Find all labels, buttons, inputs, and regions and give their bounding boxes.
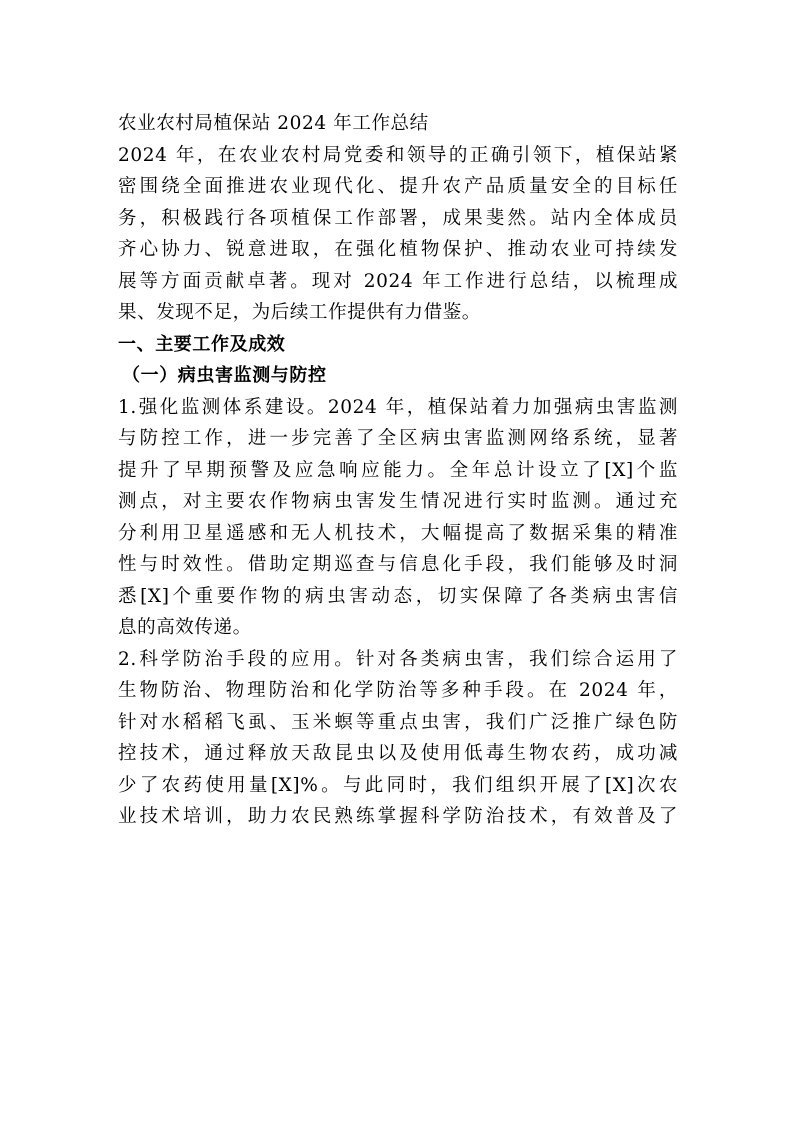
paragraph-line: 2.科学防治手段的应用。针对各类病虫害，我们综合运用了 — [118, 648, 678, 670]
paragraph-line: 少了农药使用量[X]%。与此同时，我们组织开展了[X]次农 — [118, 774, 678, 796]
intro-line: 果、发现不足，为后续工作提供有力借鉴。 — [118, 302, 481, 323]
intro-line: 展等方面贡献卓著。现对 2024 年工作进行总结，以梳理成 — [118, 270, 678, 292]
intro-line: 2024 年，在农业农村局党委和领导的正确引领下，植保站紧 — [118, 144, 678, 166]
section-heading: 一、主要工作及成效 — [118, 333, 286, 355]
paragraph-line: 息的高效传递。 — [118, 617, 252, 638]
paragraph-line: 性与时效性。借助定期巡查与信息化手段，我们能够及时洞 — [118, 554, 678, 575]
intro-line: 密围绕全面推进农业现代化、提升农产品质量安全的目标任 — [118, 176, 678, 197]
intro-line: 齐心协力、锐意进取，在强化植物保护、推动农业可持续发 — [118, 239, 678, 260]
document-body — [118, 108, 678, 833]
intro-paragraph — [118, 140, 678, 329]
subsection-heading: （一）病虫害监测与防控 — [122, 365, 327, 386]
paragraph-line: 分利用卫星遥感和无人机技术，大幅提高了数据采集的精准 — [118, 522, 678, 544]
paragraph-line: 提升了早期预警及应急响应能力。全年总计设立了[X]个监 — [118, 459, 678, 481]
paragraph-line: 业技术培训，助力农民熟练掌握科学防治技术，有效普及了 — [118, 806, 678, 827]
paragraph-line: 针对水稻稻飞虱、玉米螟等重点虫害，我们广泛推广绿色防 — [118, 711, 678, 733]
paragraph-line: 与防控工作，进一步完善了全区病虫害监测网络系统，显著 — [118, 428, 678, 449]
paragraph-line: 测点，对主要农作物病虫害发生情况进行实时监测。通过充 — [118, 491, 678, 512]
intro-line: 务，积极践行各项植保工作部署，成果斐然。站内全体成员 — [118, 207, 678, 229]
paragraph-line: 悉[X]个重要作物的病虫害动态，切实保障了各类病虫害信 — [118, 585, 678, 607]
paragraph-line: 1.强化监测体系建设。2024 年，植保站着力加强病虫害监测 — [118, 396, 678, 418]
paragraph-monitoring — [118, 392, 678, 644]
paragraph-line: 生物防治、物理防治和化学防治等多种手段。在 2024 年， — [118, 680, 678, 701]
paragraph-line: 控技术，通过释放天敌昆虫以及使用低毒生物农药，成功减 — [118, 743, 678, 764]
paragraph-control-methods — [118, 644, 678, 833]
document-title: 农业农村局植保站 2024 年工作总结 — [118, 113, 429, 134]
